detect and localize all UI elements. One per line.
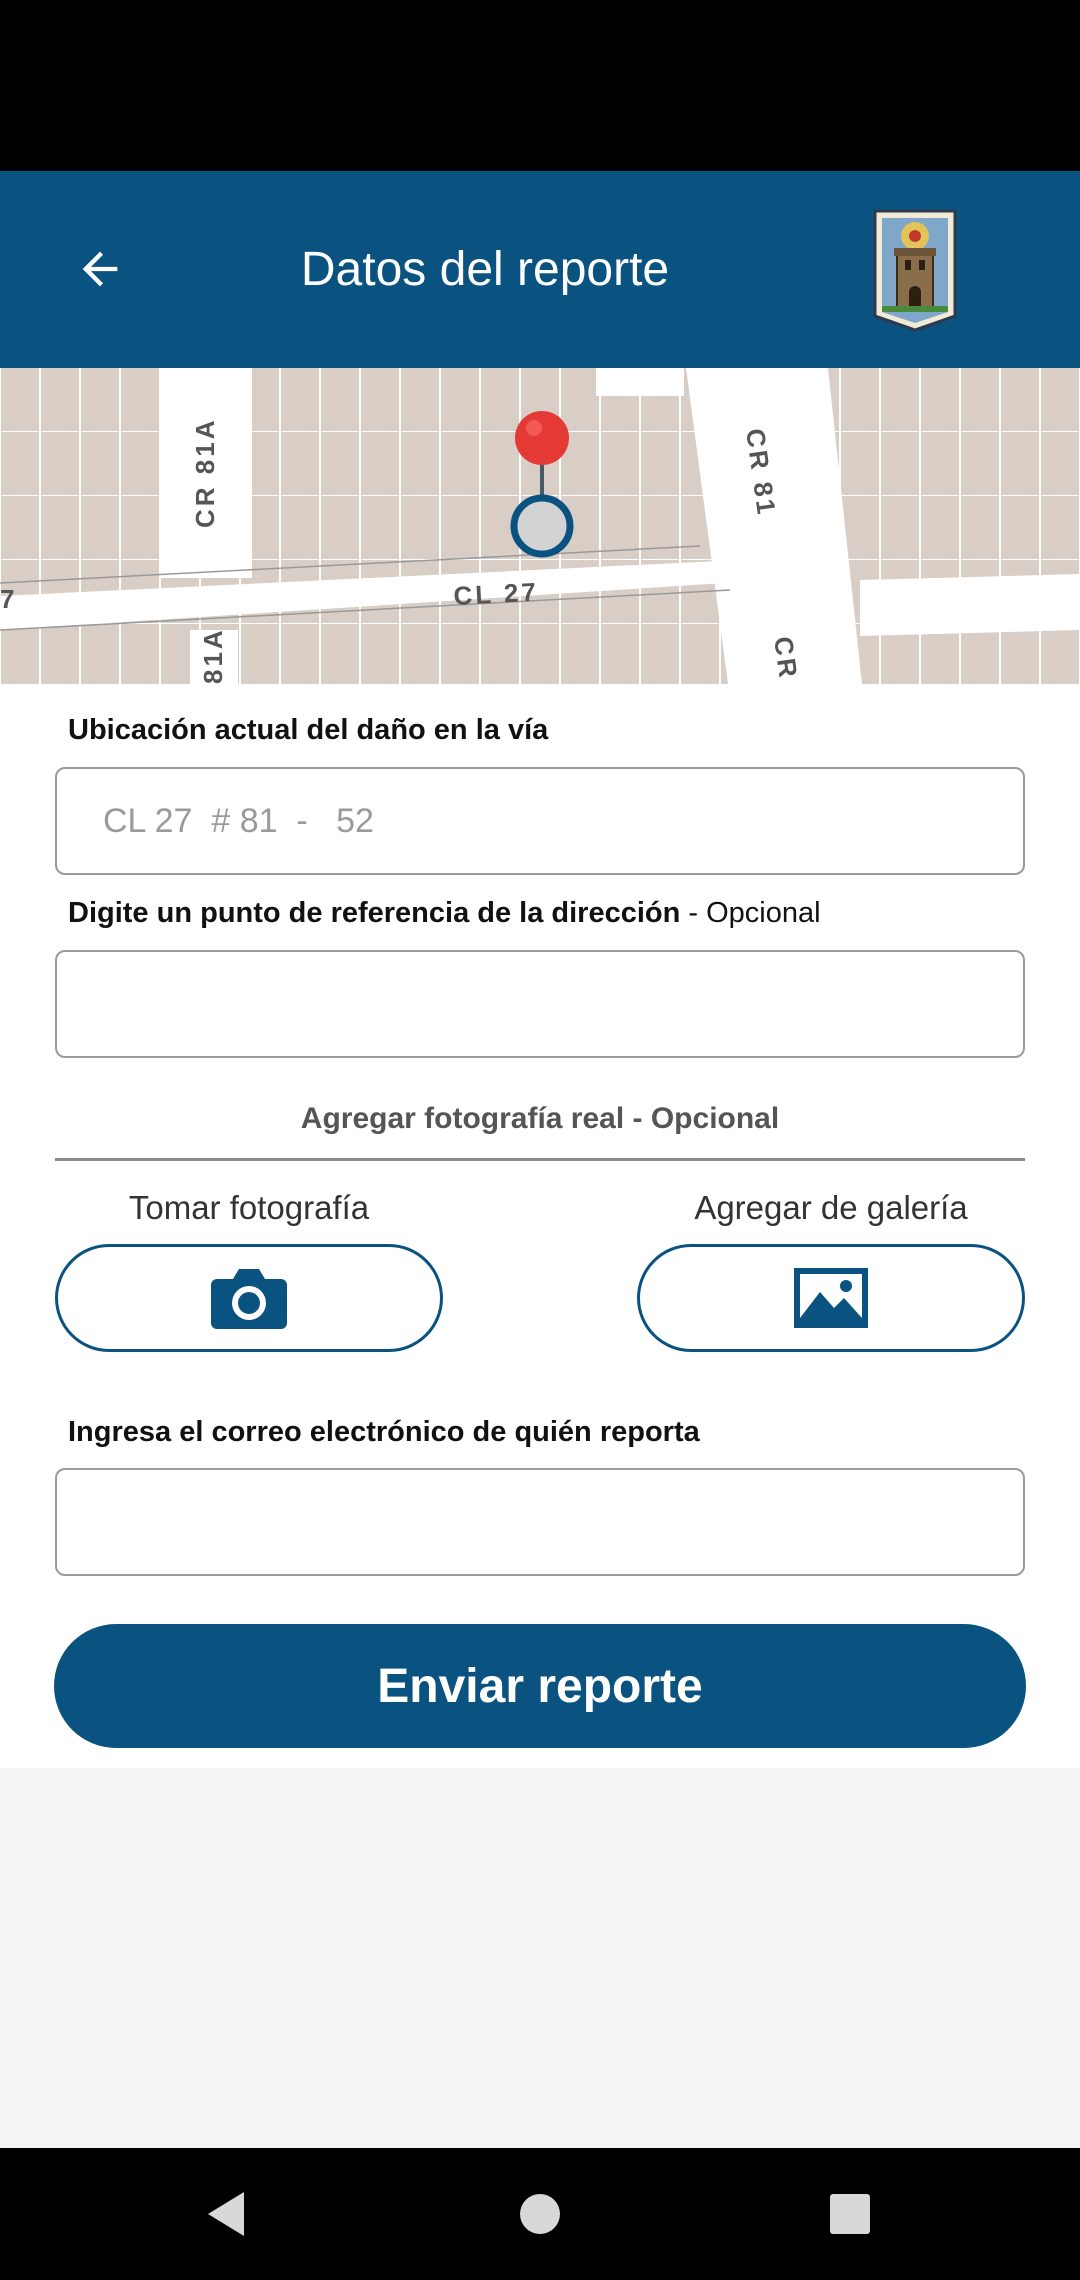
- status-bar: [0, 0, 1080, 171]
- nav-home-button[interactable]: [504, 2178, 576, 2250]
- gallery-button[interactable]: [637, 1244, 1025, 1352]
- reference-optional-text: - Opcional: [680, 897, 821, 929]
- nav-back-icon: [204, 2190, 248, 2238]
- image-gallery-icon: [792, 1266, 870, 1330]
- map-street-label: CL 27: [452, 576, 540, 611]
- nav-home-icon: [518, 2192, 562, 2236]
- map-street-label: CR 81: [740, 426, 783, 519]
- nav-recents-icon: [829, 2193, 871, 2235]
- map-view[interactable]: [0, 368, 1080, 684]
- submit-report-button[interactable]: Enviar reporte: [54, 1624, 1026, 1748]
- location-label: Ubicación actual del daño en la vía: [68, 714, 549, 746]
- reference-label: [68, 893, 821, 933]
- gallery-caption: Agregar de galería: [694, 1189, 968, 1226]
- email-label: Ingresa el correo electrónico de quién reporta: [68, 1416, 700, 1448]
- location-field[interactable]: [55, 767, 1025, 875]
- take-photo-caption: Tomar fotografía: [128, 1189, 370, 1226]
- divider: [55, 1158, 1025, 1161]
- map-street-label: 7: [0, 584, 15, 614]
- city-coat-of-arms-icon: [872, 208, 958, 332]
- map-street-label: CR 81A: [190, 417, 220, 528]
- page-title: Datos del reporte: [300, 243, 670, 296]
- camera-icon: [209, 1265, 289, 1331]
- take-photo-button[interactable]: [55, 1244, 443, 1352]
- reference-field[interactable]: [55, 950, 1025, 1058]
- map-street-label: 81A: [198, 627, 228, 684]
- reference-label-text: Digite un punto de referencia de la dirección: [68, 897, 681, 929]
- map-street-label: CR: [768, 634, 804, 682]
- photo-section-title: Agregar fotografía real - Opcional: [300, 1102, 780, 1135]
- nav-back-button[interactable]: [190, 2178, 262, 2250]
- location-value: CL 27 # 81 - 52: [103, 801, 374, 840]
- nav-recents-button[interactable]: [814, 2178, 886, 2250]
- email-field[interactable]: [55, 1468, 1025, 1576]
- map-canvas: [0, 368, 1080, 684]
